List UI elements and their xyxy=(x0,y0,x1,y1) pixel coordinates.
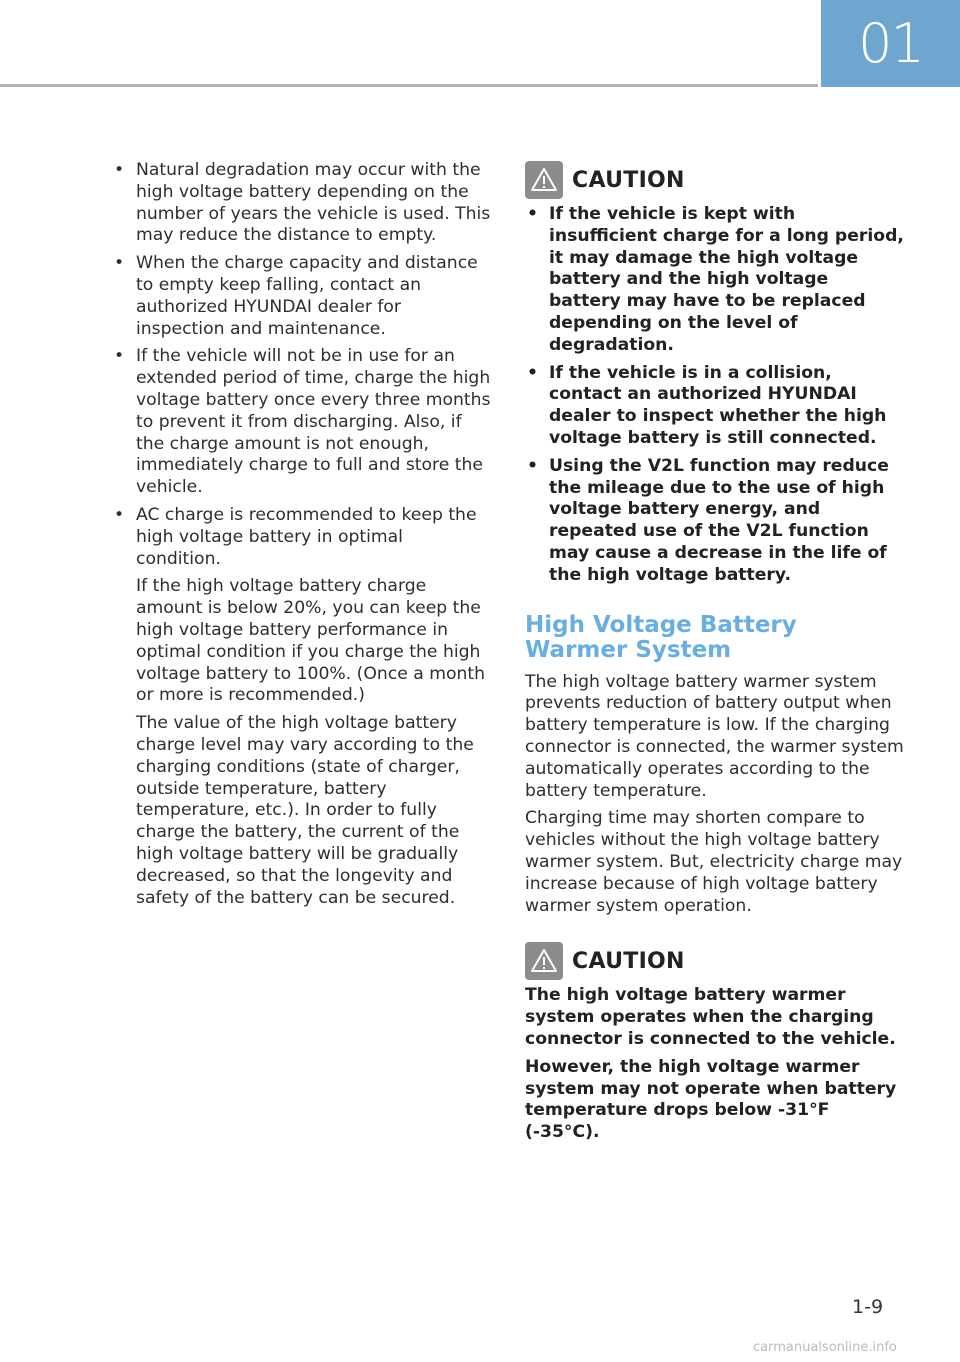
chapter-number: 01 xyxy=(858,12,923,75)
warning-triangle-icon xyxy=(525,161,563,199)
list-item: • If the vehicle is in a collision, contact an authorized HYUNDAI dealer to inspect whether the high voltage battery is still connected. xyxy=(525,363,905,450)
caution-box xyxy=(525,941,905,1144)
caution-header xyxy=(525,941,905,981)
caution-paragraph: The high voltage battery warmer system operates when the charging connector is connected to the vehicle. xyxy=(525,985,896,1049)
list-item: • AC charge is recommended to keep the high voltage battery in optimal condition. xyxy=(112,505,492,570)
caution-title: CAUTION xyxy=(572,948,685,974)
warning-triangle-icon xyxy=(525,942,563,980)
ac-charge-paragraph: The value of the high voltage battery charge level may vary according to the charging conditions (state of charger, outside temperature, battery temperature, etc.). In order to fully charge the battery, the current of the high voltage battery will be gradually decreased, so that the longevity and safety of the battery can be secured. xyxy=(136,713,474,908)
caution-box xyxy=(525,160,905,587)
left-bullet-list xyxy=(112,160,492,570)
left-column xyxy=(112,160,492,915)
ac-charge-paragraph: If the high voltage battery charge amount is below 20%, you can keep the high voltage battery performance in optimal condition if you charge the high voltage battery to 100%. (Once a month or more is recommended.) xyxy=(136,576,486,706)
list-item: • When the charge capacity and distance to empty keep falling, contact an authorized HYUNDAI dealer for inspection and maintenance. xyxy=(112,253,492,340)
section-paragraph: The high voltage battery warmer system prevents reduction of battery output when battery temperature is low. If the charging connector is connected, the warmer system automatically operates according to the battery temperature. xyxy=(525,671,904,801)
list-item: • If the vehicle is kept with insufficient charge for a long period, it may damage the high voltage battery and the high voltage battery may have to be replaced depending on the level of degradation. xyxy=(525,204,905,357)
watermark: carmanualsonline.info xyxy=(753,1340,897,1355)
section-paragraph: Charging time may shorten compare to vehicles without the high voltage battery warmer system. But, electricity charge may increase because of high voltage battery warmer system operation. xyxy=(525,808,903,916)
caution-paragraph: However, the high voltage warmer system may not operate when battery temperature drops below -31°F (-35°C). xyxy=(525,1056,897,1143)
caution-list xyxy=(525,204,905,587)
list-item: • If the vehicle will not be in use for an extended period of time, charge the high voltage battery once every three months to prevent it from discharging. Also, if the charge amount is not enough, immediately charge to full and store the vehicle. xyxy=(112,346,492,499)
right-column xyxy=(525,160,905,1150)
caution-header xyxy=(525,160,905,200)
chapter-tab xyxy=(821,0,960,87)
list-item: • Using the V2L function may reduce the mileage due to the use of high voltage battery energy, and repeated use of the V2L function may cause a decrease in the life of the high voltage battery. xyxy=(525,456,905,587)
list-item: • Natural degradation may occur with the high voltage battery depending on the number of years the vehicle is used. This may reduce the distance to empty. xyxy=(112,160,492,247)
caution-title: CAUTION xyxy=(572,167,685,193)
header-rule xyxy=(0,84,818,87)
page-number: 1-9 xyxy=(852,1296,884,1318)
section-heading: High Voltage Battery Warmer System xyxy=(525,611,797,663)
